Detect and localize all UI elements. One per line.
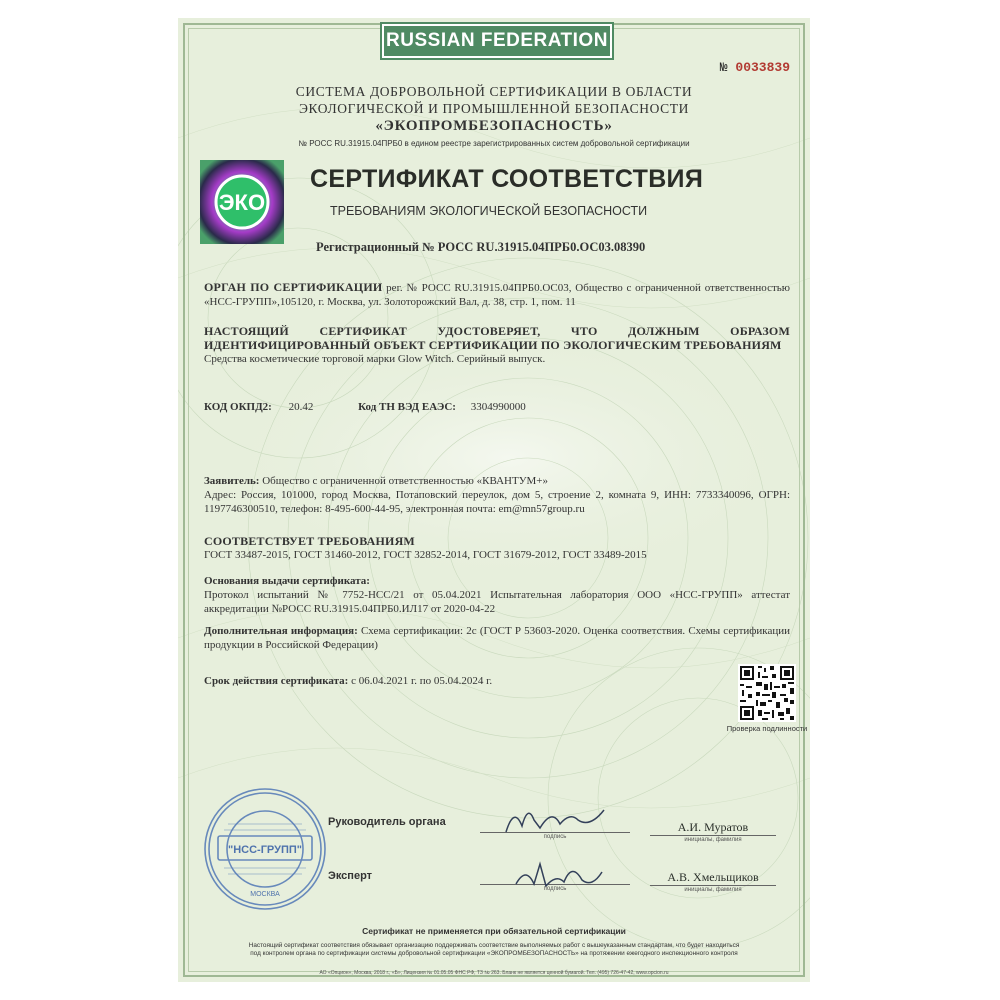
logo-text: ЭКО bbox=[218, 190, 266, 215]
head-signature-caption: подпись bbox=[543, 834, 567, 840]
head-name-caption: инициалы, фамилия bbox=[684, 837, 742, 843]
okpd-value: 20.42 bbox=[288, 401, 314, 413]
certificate-title: СЕРТИФИКАТ СООТВЕТСТВИЯ bbox=[310, 165, 704, 193]
applicant-label: Заявитель: bbox=[204, 475, 260, 487]
voluntary-certification-note: Сертификат не применяется при обязательной сертификации bbox=[362, 926, 626, 936]
serial-number bbox=[720, 60, 790, 75]
expert-label: Эксперт bbox=[328, 870, 373, 882]
head-name-line bbox=[650, 835, 776, 836]
header-line-1: СИСТЕМА ДОБРОВОЛЬНОЙ СЕРТИФИКАЦИИ В ОБЛАСТИ bbox=[295, 84, 693, 99]
fine-print-line-2: под контролем органа по сертификации системы добровольной сертификации «ЭКОПРОМБЕЗОПАСНОСТЬ» на протяжении ежегодного инспекционного контроля bbox=[250, 950, 738, 957]
header-system-name: «ЭКОПРОМБЕЗОПАСНОСТЬ» bbox=[375, 118, 613, 134]
additional-info-block bbox=[204, 624, 790, 652]
qr-caption: Проверка подлинности bbox=[726, 724, 808, 733]
verification-qr-code[interactable] bbox=[738, 664, 796, 722]
validity-label: Срок действия сертификата: bbox=[204, 675, 349, 687]
requirements-standards: ГОСТ 33487-2015, ГОСТ 31460-2012, ГОСТ 32852-2014, ГОСТ 31679-2012, ГОСТ 33489-2015 bbox=[204, 549, 647, 561]
additional-text: Схема сертификации: 2с (ГОСТ Р 53603-2020. Оценка соответствия. Схемы сертификации продукции в Российской Федерации) bbox=[204, 625, 790, 651]
head-of-body-label: Руководитель органа bbox=[328, 816, 446, 828]
certificate-subtitle: ТРЕБОВАНИЯМ ЭКОЛОГИЧЕСКОЙ БЕЗОПАСНОСТИ bbox=[330, 204, 648, 218]
organ-text: рег. № РОСС RU.31915.04ПРБ0.ОС03, Общество с ограниченной ответственностью «НСС-ГРУПП»,105120, г. Москва, ул. Золоторожский Вал, д. 38, стр. 1, пом. 11 bbox=[204, 282, 790, 308]
basis-block bbox=[204, 574, 790, 616]
basis-label: Основания выдачи сертификата: bbox=[204, 575, 370, 587]
applicant-name: Общество с ограниченной ответственностью «КВАНТУМ+» bbox=[259, 475, 548, 487]
requirements-block bbox=[204, 534, 790, 562]
certifies-block bbox=[204, 324, 790, 366]
registration-number: Регистрационный № РОСС RU.31915.04ПРБ0.ОС03.08390 bbox=[316, 240, 646, 254]
printer-imprint: АО «Опцион», Москва, 2018 г., «Б», Лицензия № 01.05.05 ФНС РФ, ТЗ № 263. Бланк не является ценной бумагой. Тел. (495) 726-47-42, www.opcion.ru bbox=[319, 970, 669, 976]
tnved-label: Код ТН ВЭД ЕАЭС: bbox=[358, 401, 456, 413]
applicant-block bbox=[204, 474, 790, 516]
tnved-value: 3304990000 bbox=[470, 401, 526, 413]
serial-value: 0033839 bbox=[735, 60, 790, 75]
okpd-label: КОД ОКПД2: bbox=[204, 401, 272, 413]
expert-signature-caption: подпись bbox=[543, 886, 567, 892]
serial-prefix: № bbox=[719, 60, 728, 75]
head-signature bbox=[500, 798, 610, 838]
eco-hologram-logo bbox=[200, 160, 284, 244]
expert-name-caption: инициалы, фамилия bbox=[684, 887, 742, 893]
system-registry-line: № РОСС RU.31915.04ПРБ0 в едином реестре зарегистрированных систем добровольной сертификации bbox=[298, 139, 690, 148]
certifies-heading: НАСТОЯЩИЙ СЕРТИФИКАТ УДОСТОВЕРЯЕТ, ЧТО ДОЛЖНЫМ ОБРАЗОМ ИДЕНТИФИЦИРОВАННЫЙ ОБЪЕКТ СЕРТИФИКАЦИИ ПО ЭКОЛОГИЧЕСКИМ ТРЕБОВАНИЯМ bbox=[204, 324, 790, 352]
basis-text: Протокол испытаний № 7752-НСС/21 от 05.04.2021 Испытательная лаборатория ООО «НСС-ГРУПП» аттестат аккредитации №РОСС RU.31915.04ПРБ0.ИЛ17 от 2020-04-22 bbox=[204, 589, 790, 615]
applicant-address: Адрес: Россия, 101000, город Москва, Потаповский переулок, дом 5, строение 2, комната 9, ИНН: 7733340096, ОГРН: 1197746300510, телефон: 8-495-600-44-95, электронная почта: em@mn57group.ru bbox=[204, 489, 790, 515]
additional-label: Дополнительная информация: bbox=[204, 625, 358, 637]
validity-block bbox=[204, 674, 724, 688]
organization-stamp bbox=[200, 784, 330, 914]
expert-name: А.В. Хмельщиков bbox=[667, 870, 759, 884]
product-codes bbox=[204, 400, 790, 414]
certified-object: Средства косметические торговой марки Glow Witch. Серийный выпуск. bbox=[204, 353, 546, 365]
requirements-heading: СООТВЕТСТВУЕТ ТРЕБОВАНИЯМ bbox=[204, 534, 415, 548]
validity-text: с 06.04.2021 г. по 05.04.2024 г. bbox=[348, 675, 493, 687]
header-line-2: ЭКОЛОГИЧЕСКОЙ И ПРОМЫШЛЕННОЙ БЕЗОПАСНОСТИ bbox=[299, 101, 689, 116]
country-banner: RUSSIAN FEDERATION bbox=[382, 24, 612, 58]
stamp-bottom-text: МОСКВА bbox=[250, 891, 280, 898]
certificate-sheet bbox=[178, 18, 810, 982]
fine-print-line-1: Настоящий сертификат соответствия обязывает организацию поддерживать соответствие выполняемых работ с вышеуказанным стандартам, что будет находиться bbox=[248, 942, 740, 949]
expert-name-line bbox=[650, 885, 776, 886]
stamp-center-text: "НСС-ГРУПП" bbox=[227, 844, 303, 856]
certification-body bbox=[204, 280, 790, 309]
head-name: А.И. Муратов bbox=[677, 820, 749, 834]
organ-label: ОРГАН ПО СЕРТИФИКАЦИИ bbox=[204, 280, 383, 294]
